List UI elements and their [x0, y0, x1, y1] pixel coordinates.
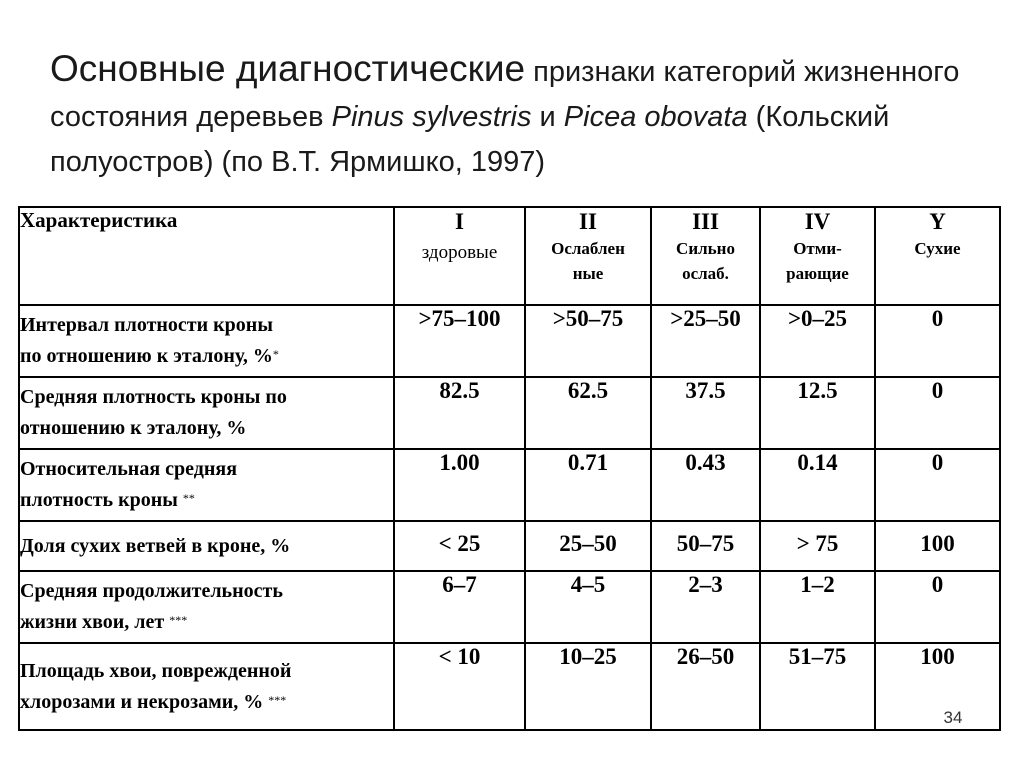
category-desc: Отми-: [793, 239, 842, 258]
table-cell: 0.43: [651, 449, 760, 521]
table-cell: 50–75: [651, 521, 760, 571]
category-roman: IV: [804, 209, 831, 234]
header-category-3: [651, 207, 760, 305]
page-number: 34: [943, 708, 963, 727]
table-cell: 6–7: [394, 571, 525, 643]
category-desc: Сухие: [914, 239, 961, 258]
table-cell: > 75: [760, 521, 875, 571]
table-cell: >75–100: [394, 305, 525, 377]
category-roman: II: [579, 209, 597, 234]
table-cell: 10–25: [525, 643, 651, 730]
row-label-line: жизни хвои, лет: [20, 611, 165, 633]
table-cell: 62.5: [525, 377, 651, 449]
footnote-mark: ***: [268, 692, 287, 707]
table-cell: 12.5: [760, 377, 875, 449]
table-cell: 2–3: [651, 571, 760, 643]
header-category-5: [875, 207, 1000, 305]
row-label-line: Доля сухих ветвей в кроне, %: [20, 534, 291, 557]
header-category-1: [394, 207, 525, 305]
category-desc: ные: [572, 264, 604, 283]
footnote-mark: ***: [169, 613, 188, 627]
row-label-line: Относительная средняя: [20, 458, 238, 480]
row-label-line: Средняя плотность кроны по: [20, 386, 287, 408]
table-cell: 4–5: [525, 571, 651, 643]
table-cell: 0.71: [525, 449, 651, 521]
row-label-line: хлорозами и некрозами, %: [20, 690, 264, 713]
table-cell: 0: [875, 571, 1000, 643]
table-cell: 26–50: [651, 643, 760, 730]
category-desc: Сильно: [676, 239, 735, 258]
row-label-line: по отношению к эталону, %: [20, 345, 273, 367]
row-label-line: отношению к эталону, %: [20, 417, 247, 439]
row-label: [19, 643, 394, 730]
table-cell: 1.00: [394, 449, 525, 521]
table-row: [19, 643, 1000, 730]
title-source: (Кольский полуостров) (по В.Т. Ярмишко, 1997): [50, 101, 890, 178]
category-desc: ослаб.: [682, 264, 729, 283]
slide-title: [50, 46, 990, 185]
row-label: [19, 305, 394, 377]
footnote-mark: **: [182, 491, 195, 505]
table-cell: 0: [875, 377, 1000, 449]
diagnostic-table: [18, 206, 1001, 731]
header-characteristic: Характеристика: [19, 207, 394, 305]
title-species-pinus: Pinus sylvestris: [331, 101, 532, 133]
table-cell: 1–2: [760, 571, 875, 643]
row-label-line: плотность кроны: [20, 489, 178, 511]
category-desc: Ослаблен: [551, 239, 625, 258]
category-roman: III: [692, 209, 719, 234]
table-row: [19, 449, 1000, 521]
table-cell: 0.14: [760, 449, 875, 521]
table-row: [19, 521, 1000, 571]
category-desc: рающие: [786, 264, 849, 283]
table-cell: 37.5: [651, 377, 760, 449]
row-label: [19, 571, 394, 643]
table-cell: 100: [875, 643, 1000, 730]
table-cell: 0: [875, 449, 1000, 521]
table-cell: < 10: [394, 643, 525, 730]
table-cell: < 25: [394, 521, 525, 571]
table-header-row: [19, 207, 1000, 305]
table-cell: 0: [875, 305, 1000, 377]
footnote-mark: *: [272, 347, 279, 361]
row-label-line: Интервал плотности кроны: [20, 314, 273, 336]
table-row: [19, 305, 1000, 377]
row-label: [19, 521, 394, 571]
title-species-picea: Picea obovata: [563, 101, 748, 133]
title-conjunction: и: [539, 101, 556, 133]
row-label: [19, 449, 394, 521]
table-cell: 100: [875, 521, 1000, 571]
table-cell: >50–75: [525, 305, 651, 377]
title-main: Основные диагностические: [50, 48, 526, 89]
title-rest: признаки категорий жизненного состояния деревьев: [50, 56, 960, 133]
table-row: [19, 377, 1000, 449]
table-cell: >0–25: [760, 305, 875, 377]
table-cell: 51–75: [760, 643, 875, 730]
table-cell: 82.5: [394, 377, 525, 449]
header-category-2: [525, 207, 651, 305]
category-roman: I: [455, 209, 464, 234]
table-cell: >25–50: [651, 305, 760, 377]
header-category-4: [760, 207, 875, 305]
row-label: [19, 377, 394, 449]
table-cell: 25–50: [525, 521, 651, 571]
table-row: [19, 571, 1000, 643]
row-label-line: Площадь хвои, поврежденной: [20, 659, 292, 682]
row-label-line: Средняя продолжительность: [20, 580, 283, 602]
category-desc: здоровые: [421, 242, 498, 263]
category-roman: Y: [929, 209, 946, 234]
